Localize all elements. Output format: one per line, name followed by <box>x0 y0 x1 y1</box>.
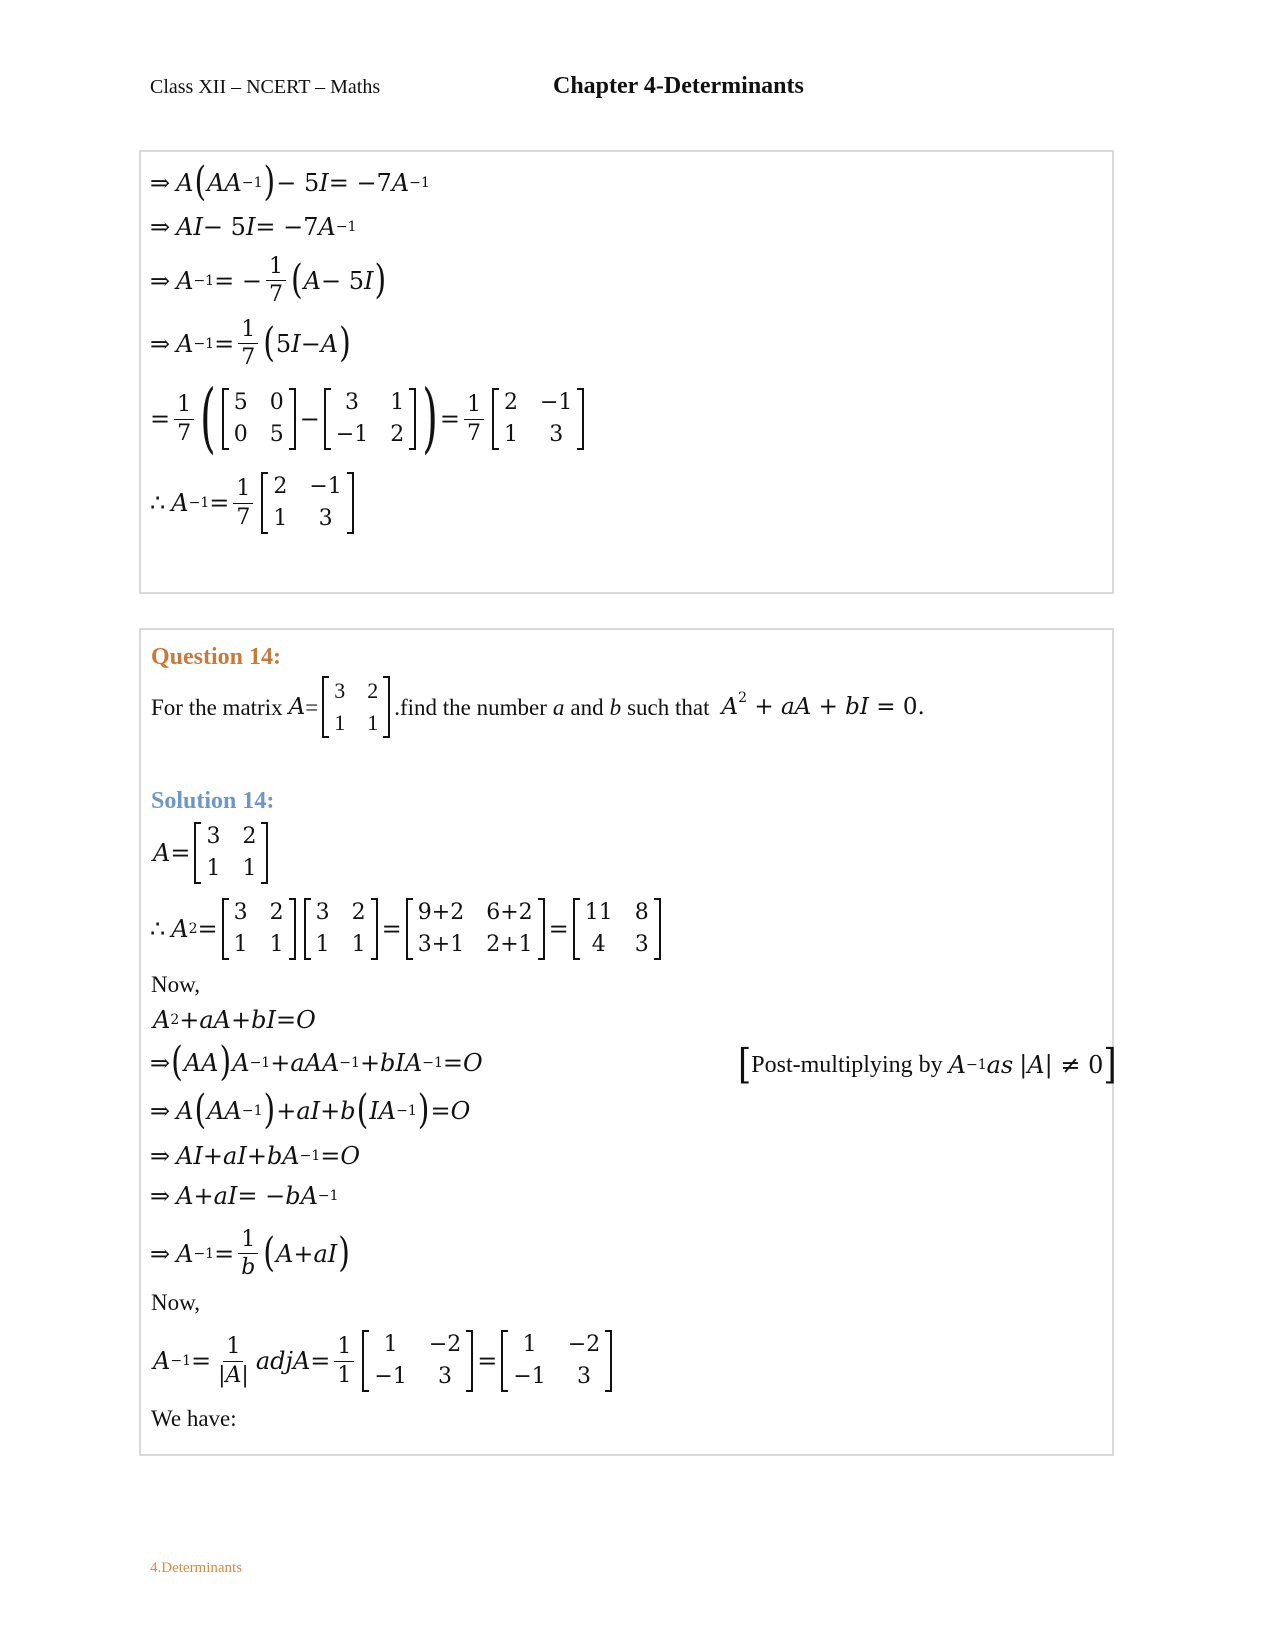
question-text: For the matrix A = 3 2 1 1 .find the number a and b such that $A^2$ + aA + bI = 0. <box>151 676 925 738</box>
matrix-A: 3 1 −1 2 <box>324 388 416 450</box>
matrix-A-squared: 11 8 4 3 <box>573 898 661 960</box>
math-line-3: ⇒ A −1 = − $\frac{1}{7}$ ( A − 5 I ) <box>150 254 387 308</box>
inverse-line: A −1 = $\frac{1}{|A|}$ adjA = $\frac{1}{1}$ 1 −2 −1 3 = 1 −2 −1 3 <box>153 1330 616 1392</box>
chapter-title: Chapter 4-Determinants <box>553 73 804 99</box>
equation-line-4: ⇒ AI + aI + bA −1 = O <box>150 1142 361 1170</box>
solution-matrix-A-line: A = 3 2 1 1 <box>153 822 272 884</box>
header-class-label: Class XII – NCERT – Maths <box>150 76 381 98</box>
equation-line-2: ⇒ ( AA ) A −1 + aAA −1 + bIA −1 = O <box>150 1038 483 1086</box>
matrix-A-right: 3 2 1 1 <box>304 898 378 960</box>
footer-label: 4.Determinants <box>150 1560 243 1576</box>
side-note: [ Post-multiplying by A −1 as | A | ≠ 0 ] <box>738 1041 1117 1089</box>
now-label-2: Now, <box>151 1290 200 1315</box>
we-have-label: We have: <box>151 1406 237 1431</box>
a-squared-line: ∴ A 2 = 3 2 1 1 3 2 1 1 = 9+2 6+2 3+1 2+1 = 11 8 4 3 <box>150 898 665 960</box>
matrix-expanded: 9+2 6+2 3+1 2+1 <box>406 898 545 960</box>
math-line-5: = $\frac{1}{7}$ ( 5 0 0 5 − 3 1 −1 2 ) = $\frac{1}{7}$ 2 −1 1 3 <box>150 388 588 450</box>
math-line-2: ⇒ AI − 5 I = −7 A −1 <box>150 213 357 241</box>
solution-matrix-A: 3 2 1 1 <box>194 822 268 884</box>
equation-line-3: ⇒ A ( AA −1 ) + aI + b ( IA −1 ) = O <box>150 1086 471 1134</box>
math-line-1: ⇒ A ( AA −1 ) − 5 I = −7 A −1 <box>150 158 430 206</box>
math-line-6: ∴ A −1 = $\frac{1}{7}$ 2 −1 1 3 <box>150 472 358 534</box>
solution-heading: Solution 14: <box>151 788 275 814</box>
matrix-A-left: 3 2 1 1 <box>222 898 296 960</box>
equation-line-1: A 2 + aA + bI = O <box>153 1006 316 1034</box>
equation-line-6: ⇒ A −1 = $\frac{1}{b}$ ( A + aI ) <box>150 1227 350 1281</box>
matrix-inverse: 1 −2 −1 3 <box>501 1330 612 1392</box>
matrix-5I: 5 0 0 5 <box>222 388 296 450</box>
question-matrix-A: 3 2 1 1 <box>322 676 390 738</box>
matrix-adj: 1 −2 −1 3 <box>362 1330 473 1392</box>
equation-line-5: ⇒ A + aI = − bA −1 <box>150 1182 339 1210</box>
math-line-4: ⇒ A −1 = $\frac{1}{7}$ ( 5 I − A ) <box>150 317 351 371</box>
question-heading: Question 14: <box>151 644 282 670</box>
matrix-result-final: 2 −1 1 3 <box>261 472 353 534</box>
matrix-result: 2 −1 1 3 <box>492 388 584 450</box>
now-label-1: Now, <box>151 972 200 997</box>
